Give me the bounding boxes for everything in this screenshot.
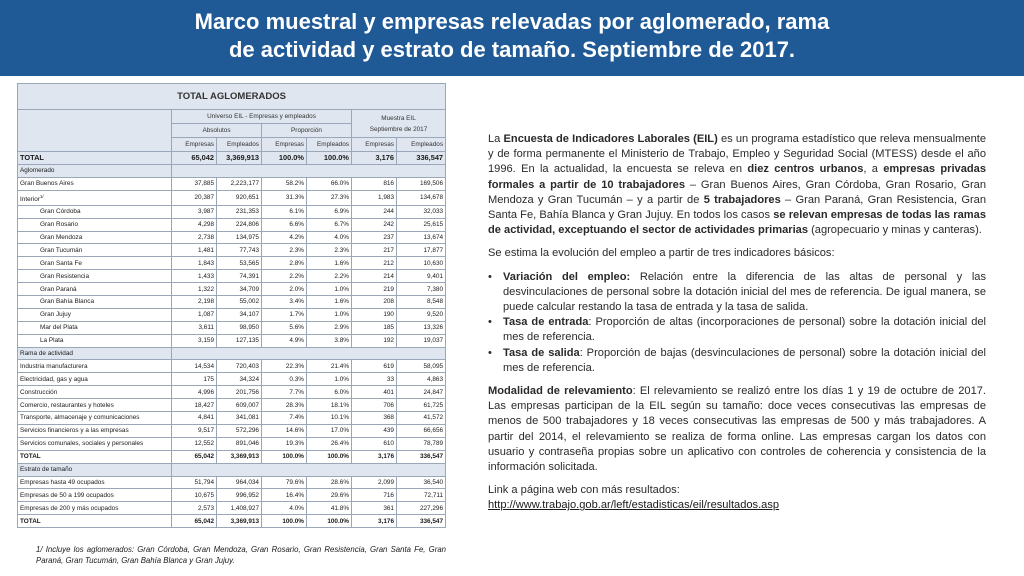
list-item — [488, 346, 986, 376]
cell-value: 720,403 — [217, 360, 262, 373]
cell-value: 3,369,913 — [217, 450, 262, 463]
cell-value: 185 — [352, 321, 397, 334]
cell-value: 891,046 — [217, 437, 262, 450]
row-label: Gran Rosario — [18, 218, 172, 231]
row-label: Servicios comunales, sociales y personales — [18, 437, 172, 450]
page-title-line-1: Marco muestral y empresas relevadas por aglomerado, rama — [194, 9, 830, 34]
cell-value: 336,547 — [397, 515, 446, 528]
row-label-text: Interior — [20, 195, 40, 203]
cell-value: 1,843 — [172, 257, 217, 270]
cell-value: 24,847 — [397, 386, 446, 399]
cell-value: 3,987 — [172, 205, 217, 218]
cell-value: 2.0% — [262, 283, 307, 296]
absolute-group-header: Absolutos — [172, 124, 262, 138]
cell-value: 920,651 — [217, 190, 262, 205]
table-row — [18, 489, 446, 502]
row-label: Gran Mendoza — [18, 231, 172, 244]
cell-value: 227,296 — [397, 502, 446, 515]
text-run-bold: Encuesta de Indicadores Laborales (EIL) — [503, 133, 718, 145]
cell-value: 201,756 — [217, 386, 262, 399]
row-label: Empresas hasta 49 ocupados — [18, 476, 172, 489]
row-label: Gran Tucumán — [18, 244, 172, 257]
cell-value: 7.7% — [262, 386, 307, 399]
text-run: – Gran Paraná, Gran Resistencia, Gran Santa Fe, Bahía Blanca y Gran Jujuy. En todos los casos — [488, 193, 986, 222]
text-run: La — [488, 133, 504, 145]
sample-group-header — [352, 110, 446, 138]
indicator-term: Tasa de entrada — [503, 316, 589, 329]
cell-value: 100.0% — [262, 450, 307, 463]
section-row-estrato — [18, 463, 446, 476]
cell-value: 19.3% — [262, 437, 307, 450]
cell-value: 55,002 — [217, 296, 262, 309]
cell-value: 336,547 — [397, 152, 446, 165]
row-label: TOTAL — [18, 152, 172, 165]
row-label: Empresas de 50 a 199 ocupados — [18, 489, 172, 502]
cell-value: 20,387 — [172, 190, 217, 205]
cell-value: 8,548 — [397, 296, 446, 309]
cell-value: 9,517 — [172, 424, 217, 437]
cell-value: 127,135 — [217, 334, 262, 347]
cell-value: 619 — [352, 360, 397, 373]
cell-value: 4.0% — [262, 502, 307, 515]
cell-value: 4.2% — [262, 231, 307, 244]
footnote-marker: 1/ — [39, 193, 44, 199]
cell-value: 18.1% — [307, 399, 352, 412]
cell-value: 66.0% — [307, 177, 352, 190]
cell-value: 214 — [352, 270, 397, 283]
table-row — [18, 437, 446, 450]
cell-value: 17.0% — [307, 424, 352, 437]
indicator-description: : Proporción de bajas (desvinculaciones de personal) sobre la dotación inicial del mes de referencia. — [503, 346, 986, 374]
cell-value: 32,033 — [397, 205, 446, 218]
cell-value: 16.4% — [262, 489, 307, 502]
cell-value: 1.6% — [307, 296, 352, 309]
table-row — [18, 321, 446, 334]
cell-value: 53,565 — [217, 257, 262, 270]
cell-value: 706 — [352, 399, 397, 412]
cell-value: 7.4% — [262, 412, 307, 425]
cell-value: 368 — [352, 412, 397, 425]
cell-value: 74,391 — [217, 270, 262, 283]
cell-value: 401 — [352, 386, 397, 399]
cell-value: 3,176 — [352, 450, 397, 463]
cell-value: 58,095 — [397, 360, 446, 373]
cell-value: 65,042 — [172, 152, 217, 165]
row-label: Construcción — [18, 386, 172, 399]
cell-value: 1,433 — [172, 270, 217, 283]
cell-value: 244 — [352, 205, 397, 218]
row-label: Gran Jujuy — [18, 308, 172, 321]
cell-value: 14,534 — [172, 360, 217, 373]
cell-value: 217 — [352, 244, 397, 257]
indicator-description: Relación entre la diferencia de las altas de personal y las desvinculaciones de personal sobre la dotación inicial del mes de referencia. De igual manera, se puede calcular restando la tasa de entrada y la tasa de salida. — [503, 270, 987, 314]
cell-value: 219 — [352, 283, 397, 296]
table-row — [18, 244, 446, 257]
row-label: Empresas de 200 y más ocupados — [18, 502, 172, 515]
cell-value: 237 — [352, 231, 397, 244]
col-header-empleados: Empleados — [397, 138, 446, 152]
cell-value: 31.3% — [262, 190, 307, 205]
col-header-empresas: Empresas — [172, 138, 217, 152]
cell-value: 13,674 — [397, 231, 446, 244]
cell-value: 29.6% — [307, 489, 352, 502]
sample-header-line-2: Septiembre de 2017 — [369, 125, 428, 133]
row-label: Industria manufacturera — [18, 360, 172, 373]
cell-value: 65,042 — [172, 515, 217, 528]
indicator-term: Variación del empleo: — [503, 270, 631, 283]
table-row — [18, 296, 446, 309]
cell-value: 1,983 — [352, 190, 397, 205]
cell-value: 6.9% — [307, 205, 352, 218]
cell-value: 224,806 — [217, 218, 262, 231]
cell-value: 2,738 — [172, 231, 217, 244]
cell-value: 98,950 — [217, 321, 262, 334]
section-row-rama — [18, 347, 446, 360]
cell-value: 1,408,927 — [217, 502, 262, 515]
table-row — [18, 218, 446, 231]
cell-value: 1,481 — [172, 244, 217, 257]
cell-value: 17,877 — [397, 244, 446, 257]
cell-value: 361 — [352, 502, 397, 515]
indicators-intro: Se estima la evolución del empleo a partir de tres indicadores básicos: — [488, 247, 835, 260]
cell-value: 10.1% — [307, 412, 352, 425]
cell-value: 58.2% — [262, 177, 307, 190]
cell-value: 190 — [352, 308, 397, 321]
results-link[interactable]: http://www.trabajo.gob.ar/left/estadisticas/eil/resultados.asp — [488, 499, 780, 512]
cell-value: 1,322 — [172, 283, 217, 296]
label-header-cell — [18, 110, 172, 152]
cell-value: 9,401 — [397, 270, 446, 283]
cell-value: 175 — [172, 373, 217, 386]
cell-value: 14.6% — [262, 424, 307, 437]
cell-value: 61,725 — [397, 399, 446, 412]
table-row — [18, 386, 446, 399]
cell-value: 3,159 — [172, 334, 217, 347]
cell-value: 996,952 — [217, 489, 262, 502]
cell-value: 9,520 — [397, 308, 446, 321]
cell-value: 41.8% — [307, 502, 352, 515]
cell-value: 716 — [352, 489, 397, 502]
cell-value: 1.7% — [262, 308, 307, 321]
indicator-term: Tasa de salida — [503, 346, 580, 359]
table-row — [18, 177, 446, 190]
cell-value: 19,037 — [397, 334, 446, 347]
cell-value: 208 — [352, 296, 397, 309]
cell-value: 22.3% — [262, 360, 307, 373]
col-header-empresas: Empresas — [352, 138, 397, 152]
row-label: Electricidad, gas y agua — [18, 373, 172, 386]
row-label: Mar del Plata — [18, 321, 172, 334]
cell-value: 6.0% — [307, 386, 352, 399]
cell-value: 100.0% — [307, 515, 352, 528]
row-label: Transporte, almacenaje y comunicaciones — [18, 412, 172, 425]
table-row — [18, 190, 446, 205]
cell-value: 100.0% — [307, 152, 352, 165]
row-label: Gran Córdoba — [18, 205, 172, 218]
page-title-line-2: de actividad y estrato de tamaño. Septiembre de 2017. — [228, 37, 796, 62]
cell-value: 2,573 — [172, 502, 217, 515]
cell-value: 2,198 — [172, 296, 217, 309]
cell-value: 3,176 — [352, 515, 397, 528]
row-label: Gran Santa Fe — [18, 257, 172, 270]
col-header-empleados: Empleados — [217, 138, 262, 152]
cell-value: 51,794 — [172, 476, 217, 489]
cell-value: 3,176 — [352, 152, 397, 165]
cell-value: 134,678 — [397, 190, 446, 205]
cell-value: 12,552 — [172, 437, 217, 450]
table-row — [18, 476, 446, 489]
cell-value: 4,841 — [172, 412, 217, 425]
cell-value: 28.6% — [307, 476, 352, 489]
text-run-bold: se relevan empresas de todas las ramas de actividad, exceptuando el sector de actividades primarias — [488, 209, 986, 237]
section-label: Estrato de tamaño — [18, 463, 172, 476]
indicator-description: : Proporción de altas (incorporaciones de personal) sobre la dotación inicial del mes de referencia. — [503, 316, 986, 344]
cell-value: 25,615 — [397, 218, 446, 231]
text-run-bold: empresas privadas formales a partir de 10 trabajadores — [488, 163, 986, 191]
row-label: Gran Buenos Aires — [18, 177, 172, 190]
table-row — [18, 257, 446, 270]
cell-value: 6.6% — [262, 218, 307, 231]
table-row — [18, 308, 446, 321]
cell-value: 28.3% — [262, 399, 307, 412]
row-label: La Plata — [18, 334, 172, 347]
cell-value: 134,975 — [217, 231, 262, 244]
indicators-list — [488, 270, 986, 376]
cell-value: 2.2% — [307, 270, 352, 283]
cell-value: 100.0% — [307, 450, 352, 463]
universe-group-header: Universo EIL - Empresas y empleados — [172, 110, 352, 124]
table-row — [18, 399, 446, 412]
cell-value: 2.3% — [307, 244, 352, 257]
table-row-total — [18, 152, 446, 165]
cell-value: 242 — [352, 218, 397, 231]
cell-value: 2.2% — [262, 270, 307, 283]
cell-value: 72,711 — [397, 489, 446, 502]
table-row — [18, 502, 446, 515]
page-title — [0, 8, 1024, 64]
cell-value: 192 — [352, 334, 397, 347]
cell-value: 33 — [352, 373, 397, 386]
text-run-bold: diez centros urbanos — [747, 163, 864, 176]
row-label: Gran Bahía Blanca — [18, 296, 172, 309]
table-row — [18, 334, 446, 347]
cell-value: 65,042 — [172, 450, 217, 463]
title-banner — [0, 0, 1024, 76]
cell-value: 7,380 — [397, 283, 446, 296]
table-row-total — [18, 515, 446, 528]
table-row-total — [18, 450, 446, 463]
cell-value: 3,611 — [172, 321, 217, 334]
cell-value: 36,540 — [397, 476, 446, 489]
cell-value: 2.9% — [307, 321, 352, 334]
cell-value: 169,506 — [397, 177, 446, 190]
methodology-text: : El relevamiento se realizó entre los días 1 y 19 de octubre de 2017. Las empresas participan de la EIL según su tamaño: doce veces consecutivas las empresas de menos de 500 trabajadores y 18 veces consecutivas las empresas de 500 y más trabajadores. A partir del 2014, el relevamiento se realiza de forma online. Las empresas cargan los datos con usuario y contraseña propias sobre un aplicativo con controles de coherencia y consistencia de la información solicitada. — [488, 385, 986, 474]
table-row — [18, 412, 446, 425]
link-intro: Link a página web con más resultados: — [488, 484, 680, 497]
row-label: TOTAL — [18, 450, 172, 463]
cell-value: 4,996 — [172, 386, 217, 399]
text-run: (agropecuario y minas y canteras). — [808, 224, 982, 237]
cell-value: 1.0% — [307, 283, 352, 296]
statistics-table-container — [17, 83, 445, 539]
cell-value: 6.7% — [307, 218, 352, 231]
cell-value: 21.4% — [307, 360, 352, 373]
cell-value: 572,296 — [217, 424, 262, 437]
cell-value: 1.0% — [307, 373, 352, 386]
cell-value: 4.0% — [307, 231, 352, 244]
cell-value: 18,427 — [172, 399, 217, 412]
cell-value: 4,298 — [172, 218, 217, 231]
table-row — [18, 424, 446, 437]
cell-value: 1.6% — [307, 257, 352, 270]
cell-value: 0.3% — [262, 373, 307, 386]
row-label: Gran Paraná — [18, 283, 172, 296]
section-label: Aglomerado — [18, 164, 172, 177]
cell-value: 2.8% — [262, 257, 307, 270]
cell-value: 77,743 — [217, 244, 262, 257]
table-row — [18, 205, 446, 218]
cell-value: 609,007 — [217, 399, 262, 412]
cell-value: 2,223,177 — [217, 177, 262, 190]
cell-value: 3.4% — [262, 296, 307, 309]
table-row — [18, 231, 446, 244]
cell-value: 66,656 — [397, 424, 446, 437]
cell-value: 439 — [352, 424, 397, 437]
cell-value: 964,034 — [217, 476, 262, 489]
cell-value: 610 — [352, 437, 397, 450]
cell-value: 37,885 — [172, 177, 217, 190]
cell-value: 10,675 — [172, 489, 217, 502]
cell-value: 3,369,913 — [217, 515, 262, 528]
cell-value: 100.0% — [262, 152, 307, 165]
cell-value: 78,789 — [397, 437, 446, 450]
text-run-bold: 5 trabajadores — [703, 193, 781, 206]
table-row — [18, 283, 446, 296]
cell-value: 79.6% — [262, 476, 307, 489]
cell-value: 34,709 — [217, 283, 262, 296]
cell-value: 816 — [352, 177, 397, 190]
methodology-term: Modalidad de relevamiento — [488, 385, 633, 398]
text-run: , a — [863, 163, 884, 176]
cell-value: 34,324 — [217, 373, 262, 386]
table-row — [18, 270, 446, 283]
section-row-aglomerado — [18, 164, 446, 177]
cell-value: 2,099 — [352, 476, 397, 489]
proportion-group-header: Proporción — [262, 124, 352, 138]
table-row — [18, 373, 446, 386]
cell-value: 41,572 — [397, 412, 446, 425]
cell-value: 100.0% — [262, 515, 307, 528]
cell-value: 4,863 — [397, 373, 446, 386]
row-label: Gran Resistencia — [18, 270, 172, 283]
cell-value: 2.3% — [262, 244, 307, 257]
intro-paragraph — [488, 132, 986, 238]
cell-value: 26.4% — [307, 437, 352, 450]
cell-value: 336,547 — [397, 450, 446, 463]
sample-header-line-1: Muestra EIL — [381, 114, 416, 122]
cell-value: 27.3% — [307, 190, 352, 205]
cell-value: 341,081 — [217, 412, 262, 425]
table-title: TOTAL AGLOMERADOS — [18, 84, 446, 110]
cell-value: 1,087 — [172, 308, 217, 321]
cell-value: 231,353 — [217, 205, 262, 218]
cell-value: 212 — [352, 257, 397, 270]
cell-value: 3.8% — [307, 334, 352, 347]
cell-value: 13,326 — [397, 321, 446, 334]
table-footnote: 1/ Incluye los aglomerados: Gran Córdoba, Gran Mendoza, Gran Rosario, Gran Resistencia, Gran Santa Fe, Gran Paraná, Gran Tucumán, Gran Bahía Blanca y Gran Jujuy. — [36, 545, 446, 565]
cell-value: 5.6% — [262, 321, 307, 334]
row-label: Comercio, restaurantes y hoteles — [18, 399, 172, 412]
cell-value: 3,369,913 — [217, 152, 262, 165]
row-label — [18, 190, 172, 205]
list-item — [488, 270, 986, 316]
text-run: – Gran Buenos Aires, Gran Córdoba, Gran Rosario, Gran Mendoza y Gran Tucumán – y a partir de — [488, 178, 986, 206]
col-header-empresas: Empresas — [262, 138, 307, 152]
section-label: Rama de actividad — [18, 347, 172, 360]
statistics-table — [17, 83, 446, 528]
list-item — [488, 315, 986, 345]
cell-value: 10,630 — [397, 257, 446, 270]
methodology-paragraph — [488, 384, 986, 475]
row-label: TOTAL — [18, 515, 172, 528]
col-header-empleados: Empleados — [307, 138, 352, 152]
cell-value: 1.0% — [307, 308, 352, 321]
table-row — [18, 360, 446, 373]
description-panel — [488, 132, 986, 514]
cell-value: 34,107 — [217, 308, 262, 321]
link-paragraph — [488, 498, 986, 513]
text-run: es un programa estadístico que releva mensualmente y de forma permanente el Ministerio de Trabajo, Empleo y Seguridad Social (MTESS) desde el año 1996. En la actualidad, la encuesta se releva en — [488, 133, 986, 176]
row-label: Servicios financieros y a las empresas — [18, 424, 172, 437]
cell-value: 4.9% — [262, 334, 307, 347]
cell-value: 6.1% — [262, 205, 307, 218]
